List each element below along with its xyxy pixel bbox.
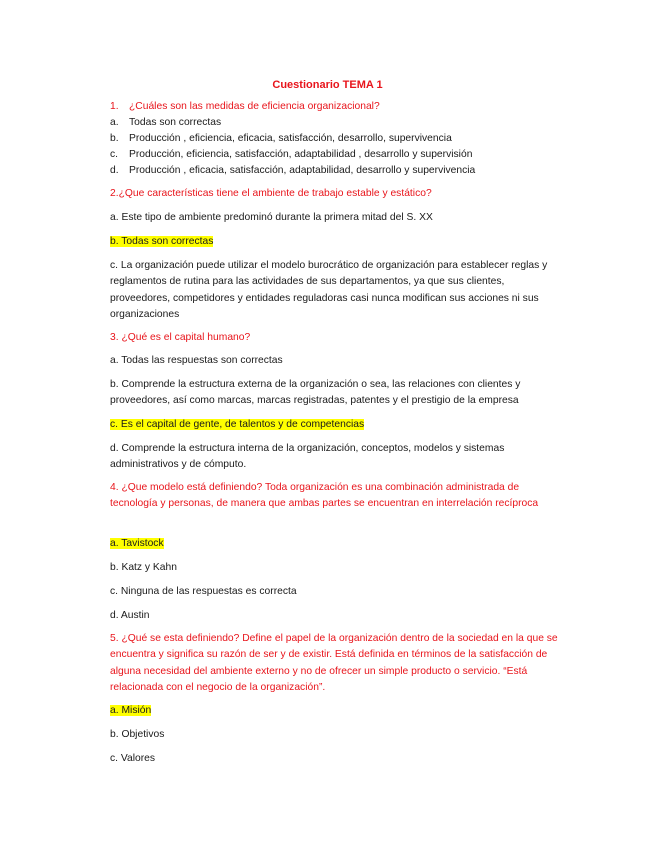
correct-answer-highlight: b. Todas son correctas bbox=[110, 236, 214, 247]
question-4-option-c: c. Ninguna de las respuestas es correcta bbox=[110, 586, 297, 597]
correct-answer-highlight: a. Misión bbox=[110, 705, 152, 716]
question-5-option-b: b. Objetivos bbox=[110, 729, 165, 740]
question-1-option-b: b. Producción , eficiencia, eficacia, satisfacción, desarrollo, supervivencia bbox=[110, 133, 452, 144]
question-3-text: 3. ¿Qué es el capital humano? bbox=[110, 332, 251, 343]
correct-answer-highlight: a. Tavistock bbox=[110, 538, 164, 549]
question-5-option-c: c. Valores bbox=[110, 753, 156, 764]
question-4-option-b: b. Katz y Kahn bbox=[110, 562, 177, 573]
question-3-option-a: a. Todas las respuestas son correctas bbox=[110, 355, 283, 366]
question-2-option-c: c. La organización puede utilizar el modelo burocrático de organización para establecer reglas y reglamentos de rutina para las actividades de sus departamentos, ya que sus clientes, proveedores, competidores y entidades reguladoras casi nunca modifican sus acciones ni sus organizaciones bbox=[110, 260, 548, 321]
question-2-option-a: a. Este tipo de ambiente predominó durante la primera mitad del S. XX bbox=[110, 212, 433, 223]
question-2-text: 2.¿Que características tiene el ambiente de trabajo estable y estático? bbox=[110, 188, 432, 199]
question-1-text: ¿Cuáles son las medidas de eficiencia organizacional? bbox=[129, 101, 380, 112]
question-1-option-d: d. Producción , eficacia, satisfacción, adaptabilidad, desarrollo y supervivencia bbox=[110, 165, 476, 176]
question-3-option-d: d. Comprende la estructura interna de la organización, conceptos, modelos y sistemas administrativos y de cómputo. bbox=[110, 443, 505, 471]
question-4-option-a bbox=[110, 536, 562, 552]
document-title: Cuestionario TEMA 1 bbox=[272, 79, 383, 91]
question-1-option-c: c. Producción, eficiencia, satisfacción, adaptabilidad , desarrollo y supervisión bbox=[110, 149, 473, 160]
question-4-option-d: d. Austin bbox=[110, 610, 150, 621]
question-4-text: 4. ¿Que modelo está definiendo? Toda organización es una combinación administrada de tecnología y personas, de manera que ambas partes se encuentran en interrelación recíproca bbox=[110, 482, 539, 510]
question-5-text: 5. ¿Qué se esta definiendo? Define el papel de la organización dentro de la sociedad en la que se encuentra y significa su razón de ser y de existir. Está definida en términos de la satisfacción de alguna necesidad del ambiente externo y no de ofrecer un simple producto o servicio. “Está relacionada con el negocio de la organización”. bbox=[110, 633, 558, 694]
question-1-option-a: a. Todas son correctas bbox=[110, 117, 222, 128]
question-1-number: 1. bbox=[110, 101, 119, 112]
question-3-option-b: b. Comprende la estructura externa de la organización o sea, las relaciones con clientes y proveedores, así como marcas, marcas registradas, patentes y el prestigio de la empresa bbox=[110, 379, 521, 407]
question-3-option-c bbox=[110, 417, 562, 433]
question-2-option-b bbox=[110, 234, 562, 250]
question-5-option-a bbox=[110, 703, 562, 719]
correct-answer-highlight: c. Es el capital de gente, de talentos y de competencias bbox=[110, 419, 365, 430]
question-1 bbox=[110, 99, 560, 115]
